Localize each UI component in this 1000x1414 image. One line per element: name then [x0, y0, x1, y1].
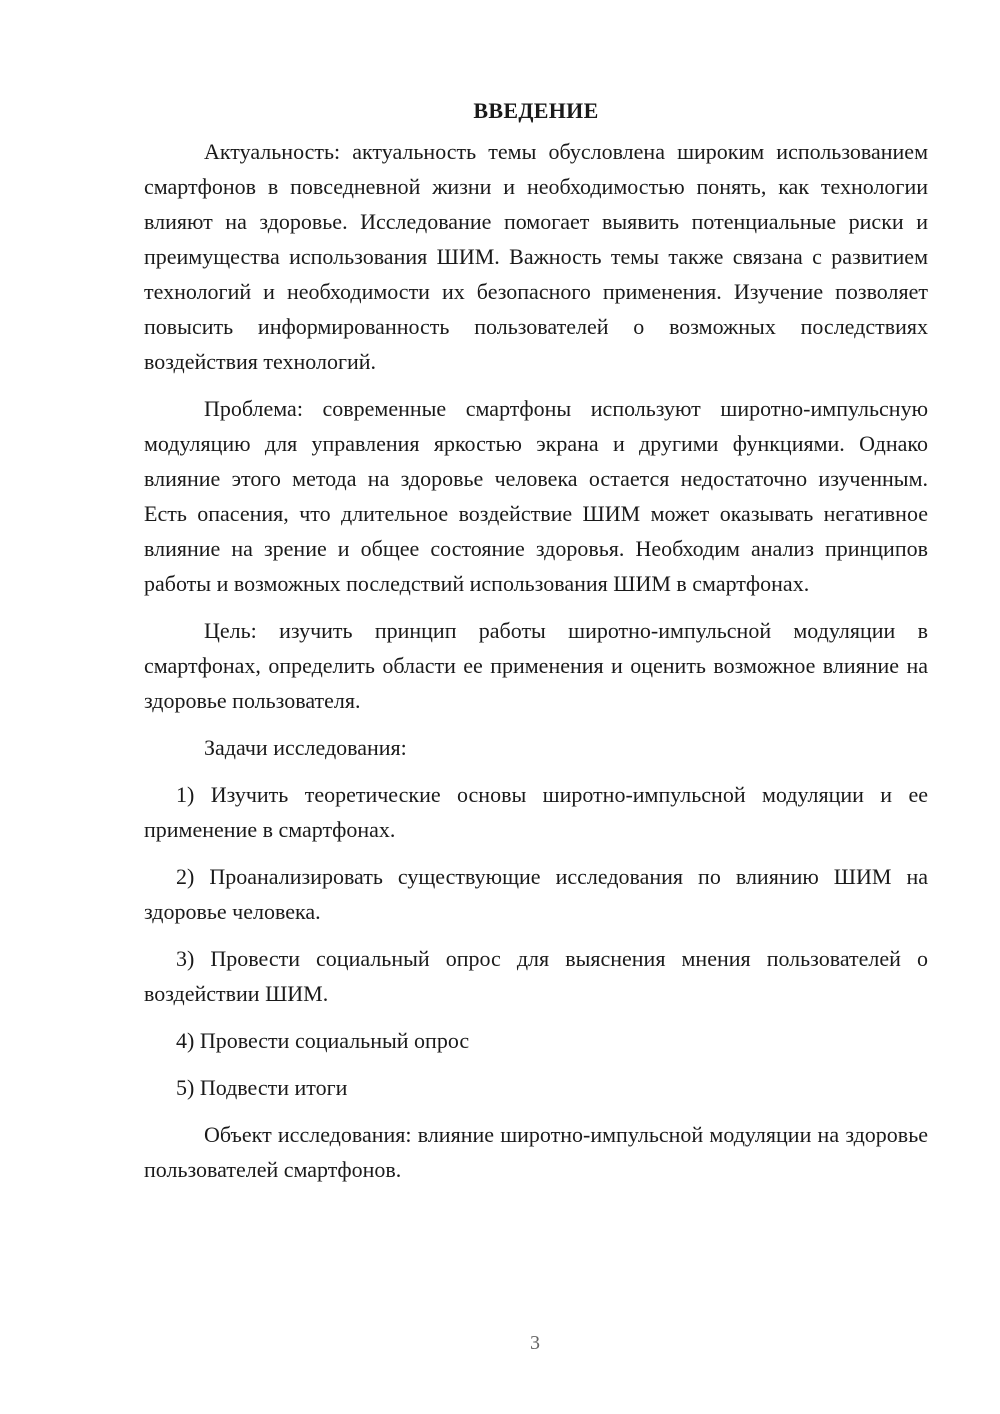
paragraph-problem: Проблема: современные смартфоны используют широтно-импульсную модуляцию для управления яркостью экрана и другими функциями. Однако влияние этого метода на здоровье человека остается недостаточно изученным. Есть опасения, что длительное воздействие ШИМ может оказывать негативное влияние на зрение и общее состояние здоровья. Необходим анализ принципов работы и возможных последствий использования ШИМ в смартфонах.: [144, 396, 928, 596]
tasks-heading: Задачи исследования:: [204, 735, 407, 760]
tasks-list: [144, 777, 928, 1105]
list-item: 1) Изучить теоретические основы широтно-импульсной модуляции и ее применение в смартфонах.: [144, 782, 928, 842]
document-page: [144, 96, 928, 1187]
section-title: ВВЕДЕНИЕ: [473, 98, 599, 123]
list-item: 4) Провести социальный опрос: [176, 1028, 470, 1053]
list-item: 5) Подвести итоги: [176, 1075, 348, 1100]
page-number: 3: [530, 1332, 540, 1354]
list-item: 3) Провести социальный опрос для выяснения мнения пользователей о воздействии ШИМ.: [144, 946, 928, 1006]
paragraph-object: Объект исследования: влияние широтно-импульсной модуляции на здоровье пользователей смартфонов.: [144, 1122, 928, 1182]
paragraph-relevance: Актуальность: актуальность темы обусловлена широким использованием смартфонов в повседневной жизни и необходимостью понять, как технологии влияют на здоровье. Исследование помогает выявить потенциальные риски и преимущества использования ШИМ. Важность темы также связана с развитием технологий и необходимости их безопасного применения. Изучение позволяет повысить информированность пользователей о возможных последствиях воздействия технологий.: [144, 139, 928, 374]
paragraph-goal: Цель: изучить принцип работы широтно-импульсной модуляции в смартфонах, определить области ее применения и оценить возможное влияние на здоровье пользователя.: [144, 618, 928, 713]
list-item: 2) Проанализировать существующие исследования по влиянию ШИМ на здоровье человека.: [144, 864, 928, 924]
